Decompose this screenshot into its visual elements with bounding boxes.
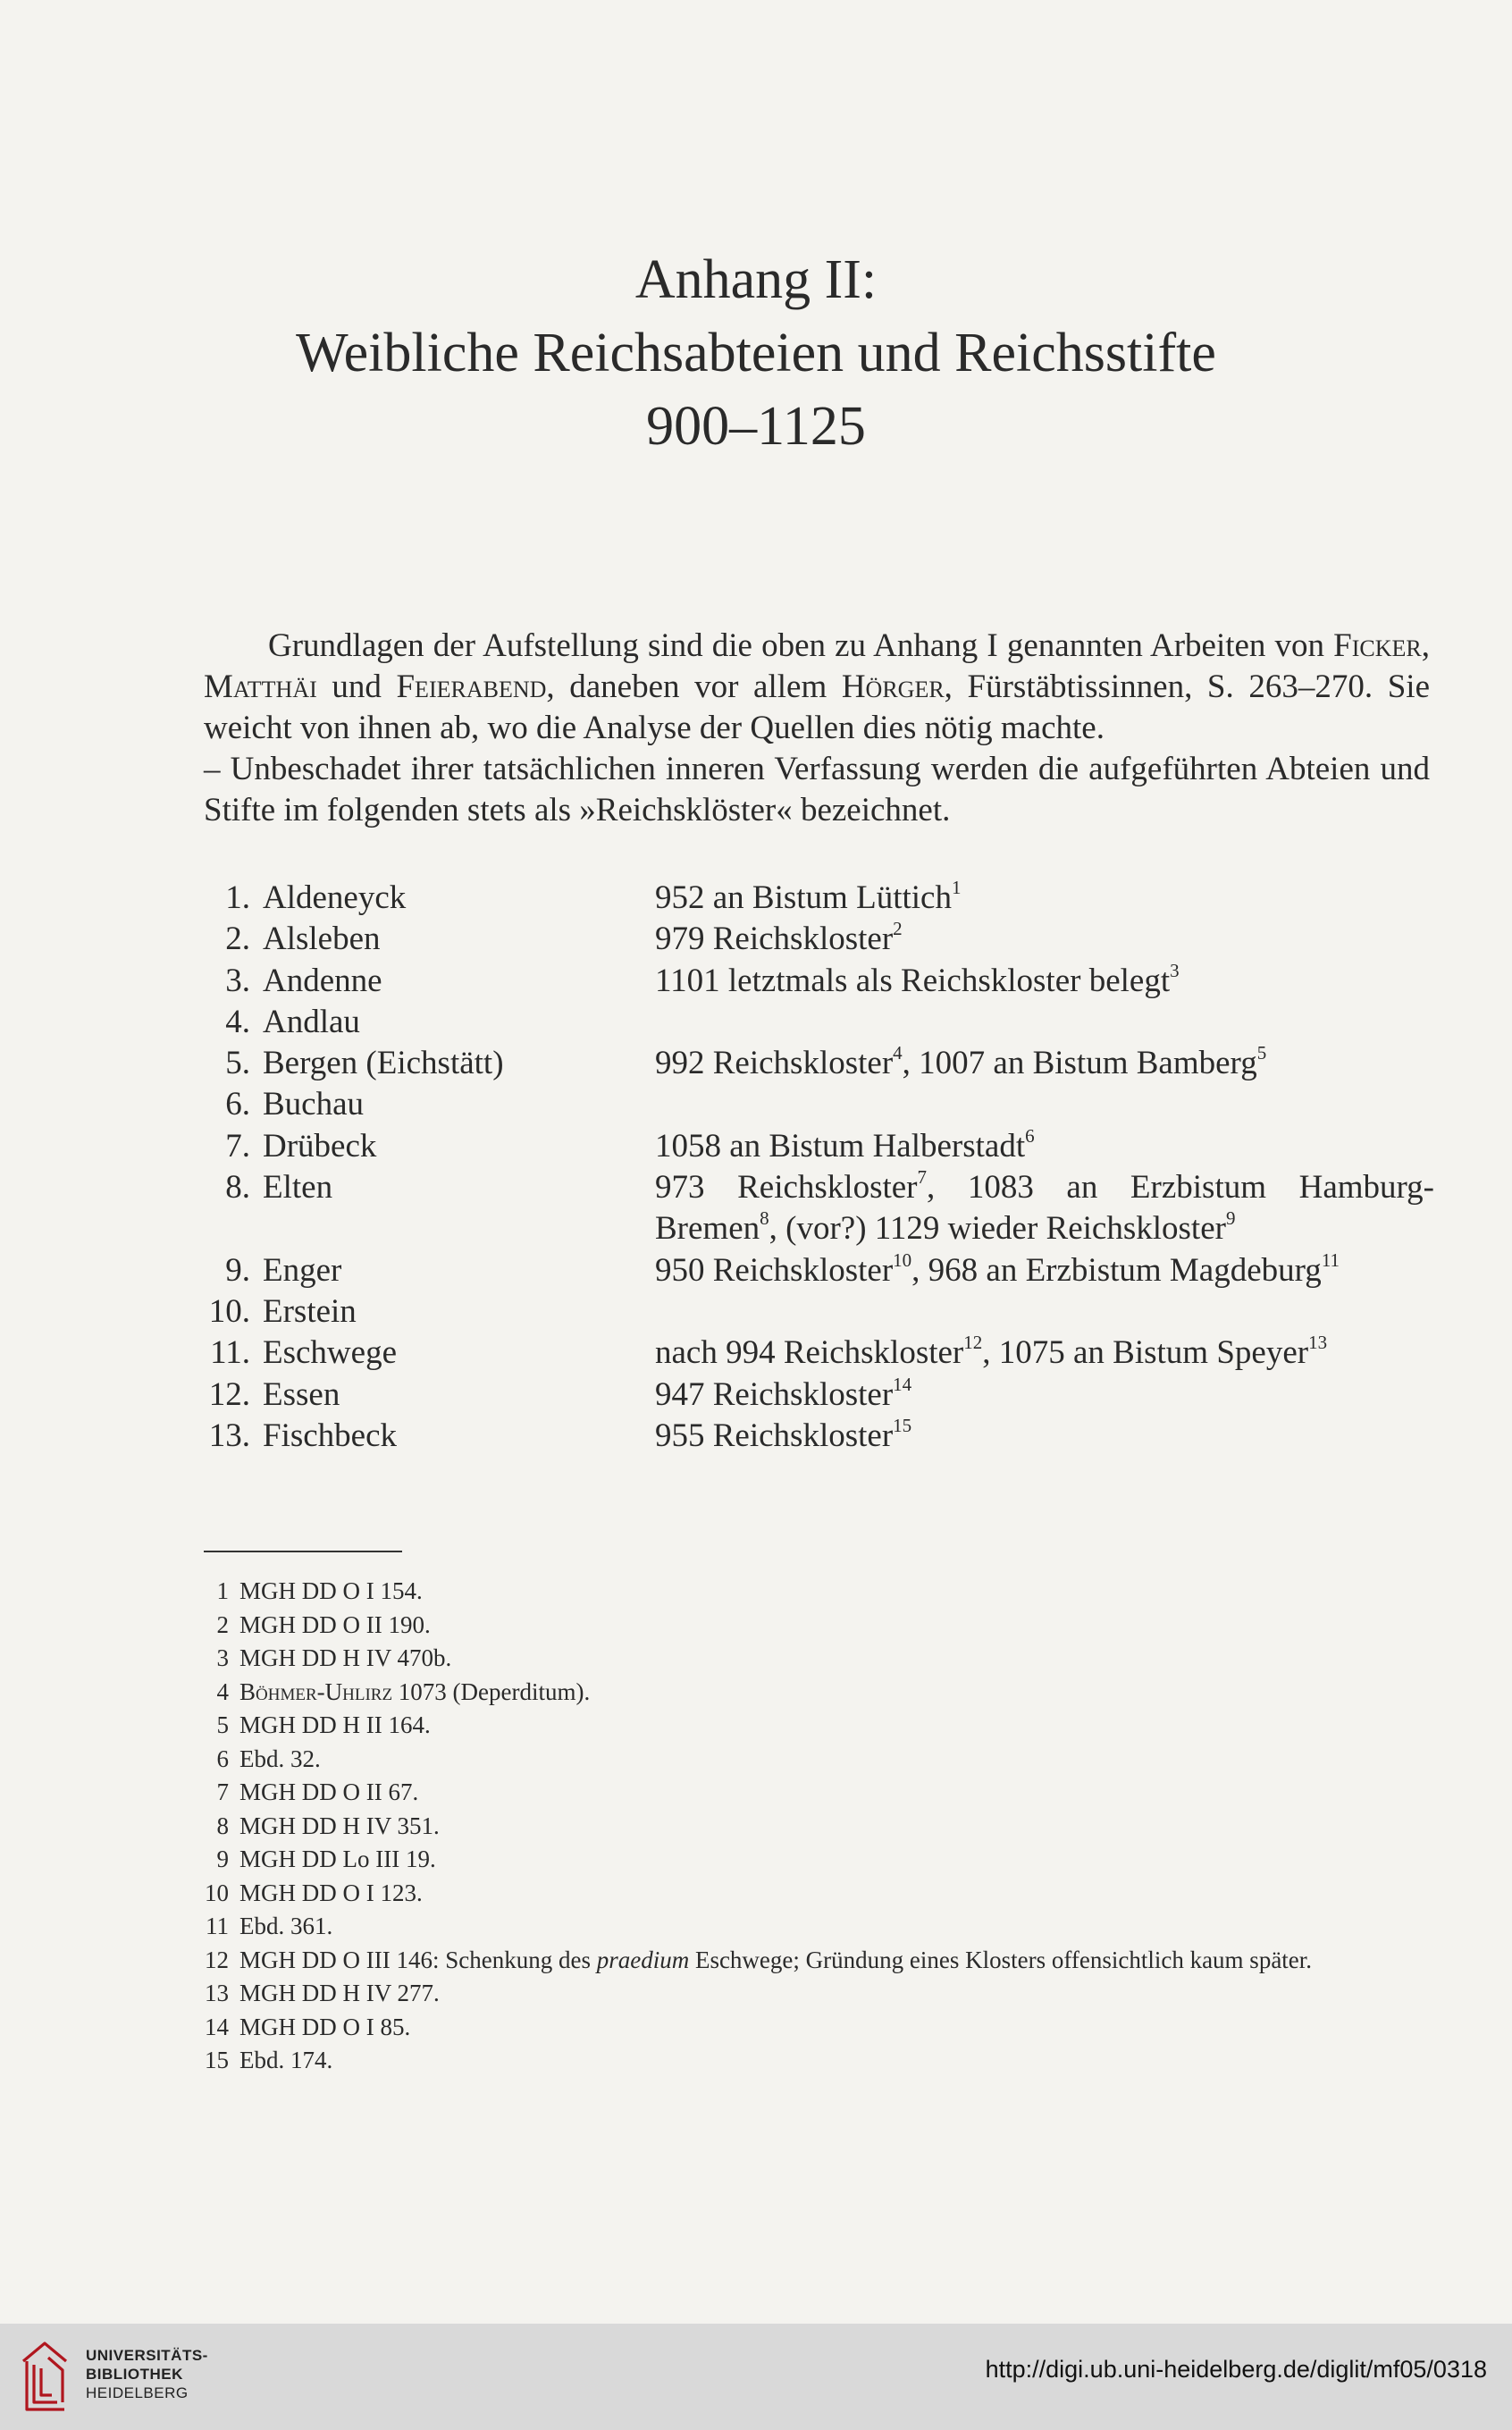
entry-details (655, 1126, 1434, 1167)
list-item (204, 1375, 1455, 1416)
intro-paragraph-2: – Unbeschadet ihrer tatsächlichen inneren Verfassung werden die aufgeführten Abteien und Stifte im folgenden stets als »Reichsklöster« bezeichnet. (204, 751, 1430, 828)
footnote-number: 4 (216, 1677, 229, 1705)
footnote-text (239, 1843, 1430, 1877)
footnote-span: Ebd. 174. (239, 2047, 333, 2073)
list-item (204, 1333, 1455, 1374)
author-feierabend: Feierabend (396, 668, 547, 705)
footnote-number: 8 (216, 1812, 229, 1839)
entry-number: 12. (208, 1375, 250, 1413)
footnote (204, 1709, 1430, 1743)
entry-details (655, 1250, 1434, 1291)
footnote-span: Ebd. 361. (239, 1913, 333, 1939)
entry-number: 4. (225, 1003, 250, 1040)
footnote (204, 1609, 1430, 1643)
footnote-text (239, 1642, 1430, 1676)
logo-line-3: HEIDELBERG (86, 2384, 189, 2401)
entry-number: 8. (225, 1169, 250, 1207)
entry-details (655, 1333, 1434, 1374)
list-item (204, 1002, 1455, 1043)
library-logo-icon (16, 2334, 73, 2417)
footnote-ref: 8 (760, 1207, 769, 1230)
abbey-name: Eschwege (263, 1334, 397, 1372)
footnote-number: 1 (216, 1577, 229, 1604)
abbey-name: Alsleben (263, 921, 381, 958)
entry-number: 3. (225, 962, 250, 999)
abbey-name: Fischbeck (263, 1417, 398, 1454)
entry-text: , 968 an Erzbistum Magdeburg (911, 1251, 1322, 1289)
footnote-span: MGH DD O I 123. (239, 1879, 423, 1906)
entry-text: 979 Reichskloster (655, 921, 894, 958)
list-item (204, 1291, 1455, 1333)
intro-text-span: und (316, 668, 397, 705)
entry-text: , (vor?) 1129 wieder Reichskloster (769, 1210, 1226, 1248)
footnote (204, 1575, 1430, 1609)
footnote-span: MGH DD Lo III 19. (239, 1846, 436, 1872)
footnote-number: 12 (205, 1946, 229, 1973)
footnote-ref: 14 (893, 1373, 912, 1395)
abbey-name: Bergen (Eichstätt) (263, 1045, 504, 1082)
entry-number: 7. (225, 1127, 250, 1165)
footnote-text (239, 1977, 1430, 2011)
footnote-text (239, 1709, 1430, 1743)
entry-number: 10. (208, 1292, 250, 1330)
abbey-name: Erstein (263, 1292, 357, 1330)
list-item (204, 1167, 1455, 1250)
intro-text-span: Grundlagen der Aufstellung sind die oben zu Anhang I genannten Arbeiten von (268, 627, 1334, 664)
entry-details (655, 961, 1434, 1002)
footnote-number: 6 (216, 1745, 229, 1772)
footnote-span: MGH DD H II 164. (239, 1711, 431, 1738)
library-logo-text (86, 2346, 208, 2402)
abbey-name: Aldeneyck (263, 879, 407, 916)
footnote (204, 1977, 1430, 2011)
footnote-ref: 2 (893, 918, 903, 940)
footnote-span: Ebd. 32. (239, 1745, 321, 1772)
title-line-3: 900–1125 (646, 396, 866, 457)
source-url[interactable]: http://digi.ub.uni-heidelberg.de/diglit/mf05/0318 (985, 2356, 1487, 2383)
footnote-text (239, 1877, 1430, 1911)
title-line-2: Weibliche Reichsabteien und Reichsstifte (296, 323, 1216, 383)
entry-details (655, 1375, 1434, 1416)
footnote (204, 1776, 1430, 1810)
list-item (204, 961, 1455, 1002)
footnote-number: 13 (205, 1980, 229, 2006)
footnote-number: 3 (216, 1644, 229, 1671)
list-item (204, 919, 1455, 960)
abbey-name: Elten (263, 1169, 333, 1207)
footnote (204, 1843, 1430, 1877)
entry-details (655, 1167, 1434, 1250)
footnote-text (239, 1810, 1430, 1844)
entry-text: , 1083 an Erzbistum Hamburg-Bremen (655, 1169, 1435, 1248)
footnote-span: 1073 (Deperditum). (392, 1677, 591, 1705)
footnote-text (239, 1944, 1430, 1978)
abbey-list (204, 878, 1455, 1457)
footnote-span: MGH DD O II 190. (239, 1610, 431, 1638)
author-matthai: Matthäi (204, 668, 317, 705)
abbey-name: Enger (263, 1251, 342, 1289)
footnote-number: 7 (216, 1778, 229, 1805)
footnote (204, 1743, 1430, 1777)
footnote-ref: 12 (963, 1332, 983, 1354)
entry-text: 952 an Bistum Lüttich (655, 879, 952, 916)
footnote (204, 2044, 1430, 2078)
logo-line-1: UNIVERSITÄTS- (86, 2347, 208, 2364)
title-line-1: Anhang II: (634, 249, 878, 310)
entry-text: 947 Reichskloster (655, 1375, 894, 1413)
footnote-span: MGH DD H IV 470b. (239, 1644, 452, 1671)
page-title (0, 243, 1512, 463)
footnote-number: 9 (216, 1846, 229, 1872)
intro-text-span: , daneben vor allem (546, 668, 842, 705)
list-item (204, 1416, 1455, 1457)
list-item (204, 1250, 1455, 1291)
footnote-ref: 1 (951, 877, 962, 898)
entry-details (655, 919, 1434, 960)
entry-number: 9. (225, 1251, 250, 1289)
footnote-number: 11 (206, 1913, 229, 1939)
intro-text-span: , (1421, 627, 1430, 664)
footnote-span: MGH DD O III 146: Schenkung des (239, 1946, 597, 1973)
entry-text: , 1007 an Bistum Bamberg (902, 1045, 1257, 1082)
entry-text: 992 Reichskloster (655, 1045, 894, 1082)
intro-text (204, 626, 1430, 831)
footnote (204, 1810, 1430, 1844)
abbey-name: Essen (263, 1375, 340, 1413)
abbey-name: Drübeck (263, 1127, 377, 1165)
footnote-ref: 6 (1025, 1124, 1035, 1147)
footnote-text (239, 2011, 1430, 2045)
entry-number: 5. (225, 1045, 250, 1082)
footnote-ref: 10 (893, 1249, 912, 1271)
entry-details (655, 1043, 1434, 1084)
footnote-text (239, 1575, 1430, 1609)
footnotes (204, 1575, 1430, 2078)
footnote-ref: 9 (1225, 1207, 1236, 1230)
footnote-author: Böhmer-Uhlirz (239, 1677, 393, 1705)
footnote-ref: 3 (1170, 959, 1180, 981)
entry-text: 950 Reichskloster (655, 1251, 894, 1289)
author-horger: Hörger (841, 668, 945, 705)
footnote-ref: 13 (1308, 1332, 1328, 1354)
list-item (204, 1084, 1455, 1125)
abbey-name: Andlau (263, 1003, 360, 1040)
abbey-name: Andenne (263, 962, 382, 999)
digitization-footer (0, 2324, 1512, 2430)
footnote-text (239, 1609, 1430, 1643)
abbey-name: Buchau (263, 1086, 365, 1123)
footnote-span: MGH DD H IV 351. (239, 1812, 440, 1839)
footnote-span: MGH DD O II 67. (239, 1778, 419, 1805)
footnote-text (239, 2044, 1430, 2078)
footnote-number: 10 (205, 1879, 229, 1906)
entry-number: 13. (208, 1417, 250, 1454)
footnote-italic: praedium (596, 1946, 690, 1973)
entry-details (655, 878, 1434, 919)
footnote (204, 1676, 1430, 1710)
entry-text: , 1075 an Bistum Speyer (982, 1334, 1309, 1372)
list-item (204, 1126, 1455, 1167)
footnote-ref: 11 (1321, 1249, 1340, 1271)
footnote-ref: 5 (1256, 1042, 1267, 1064)
list-item (204, 878, 1455, 919)
intro-paragraph-1 (204, 626, 1430, 749)
footnote-number: 14 (205, 2013, 229, 2040)
entry-text: 1058 an Bistum Halberstadt (655, 1127, 1026, 1165)
footnote-number: 5 (216, 1711, 229, 1738)
footnote (204, 1877, 1430, 1911)
footnote (204, 1944, 1430, 1978)
footnote (204, 1910, 1430, 1944)
footnote-text (239, 1676, 1430, 1710)
entry-number: 6. (225, 1086, 250, 1123)
intro-text-span: , Fürstäbtissinnen, S. 263–270. Sie weicht von ihnen ab, wo die Analyse der Quellen dies nötig machte. (204, 668, 1430, 746)
footnote-text (239, 1776, 1430, 1810)
footnote-text (239, 1910, 1430, 1944)
footnote-span: MGH DD O I 85. (239, 2013, 411, 2040)
entry-number: 2. (225, 921, 250, 958)
footnote-number: 2 (216, 1610, 229, 1638)
entry-text: 973 Reichskloster (655, 1169, 918, 1207)
footnote (204, 1642, 1430, 1676)
entry-details (655, 1416, 1434, 1457)
entry-text: nach 994 Reichskloster (655, 1334, 964, 1372)
footnote (204, 2011, 1430, 2045)
footnote-number: 15 (205, 2047, 229, 2073)
footnote-ref: 4 (893, 1042, 903, 1064)
entry-text: 955 Reichskloster (655, 1417, 894, 1454)
footnote-span: MGH DD H IV 277. (239, 1980, 440, 2006)
entry-number: 1. (225, 879, 250, 916)
author-ficker: Ficker (1333, 627, 1422, 664)
footnote-text (239, 1743, 1430, 1777)
footnote-separator (204, 1551, 402, 1552)
entry-text: 1101 letztmals als Reichskloster belegt (655, 962, 1171, 999)
entry-number: 11. (210, 1334, 250, 1372)
footnote-span: MGH DD O I 154. (239, 1577, 423, 1604)
footnote-span: Eschwege; Gründung eines Klosters offensichtlich kaum später. (689, 1946, 1313, 1973)
footnote-ref: 7 (917, 1166, 927, 1189)
footnote-ref: 15 (893, 1414, 912, 1436)
list-item (204, 1043, 1455, 1084)
logo-line-2: BIBLIOTHEK (86, 2366, 183, 2383)
